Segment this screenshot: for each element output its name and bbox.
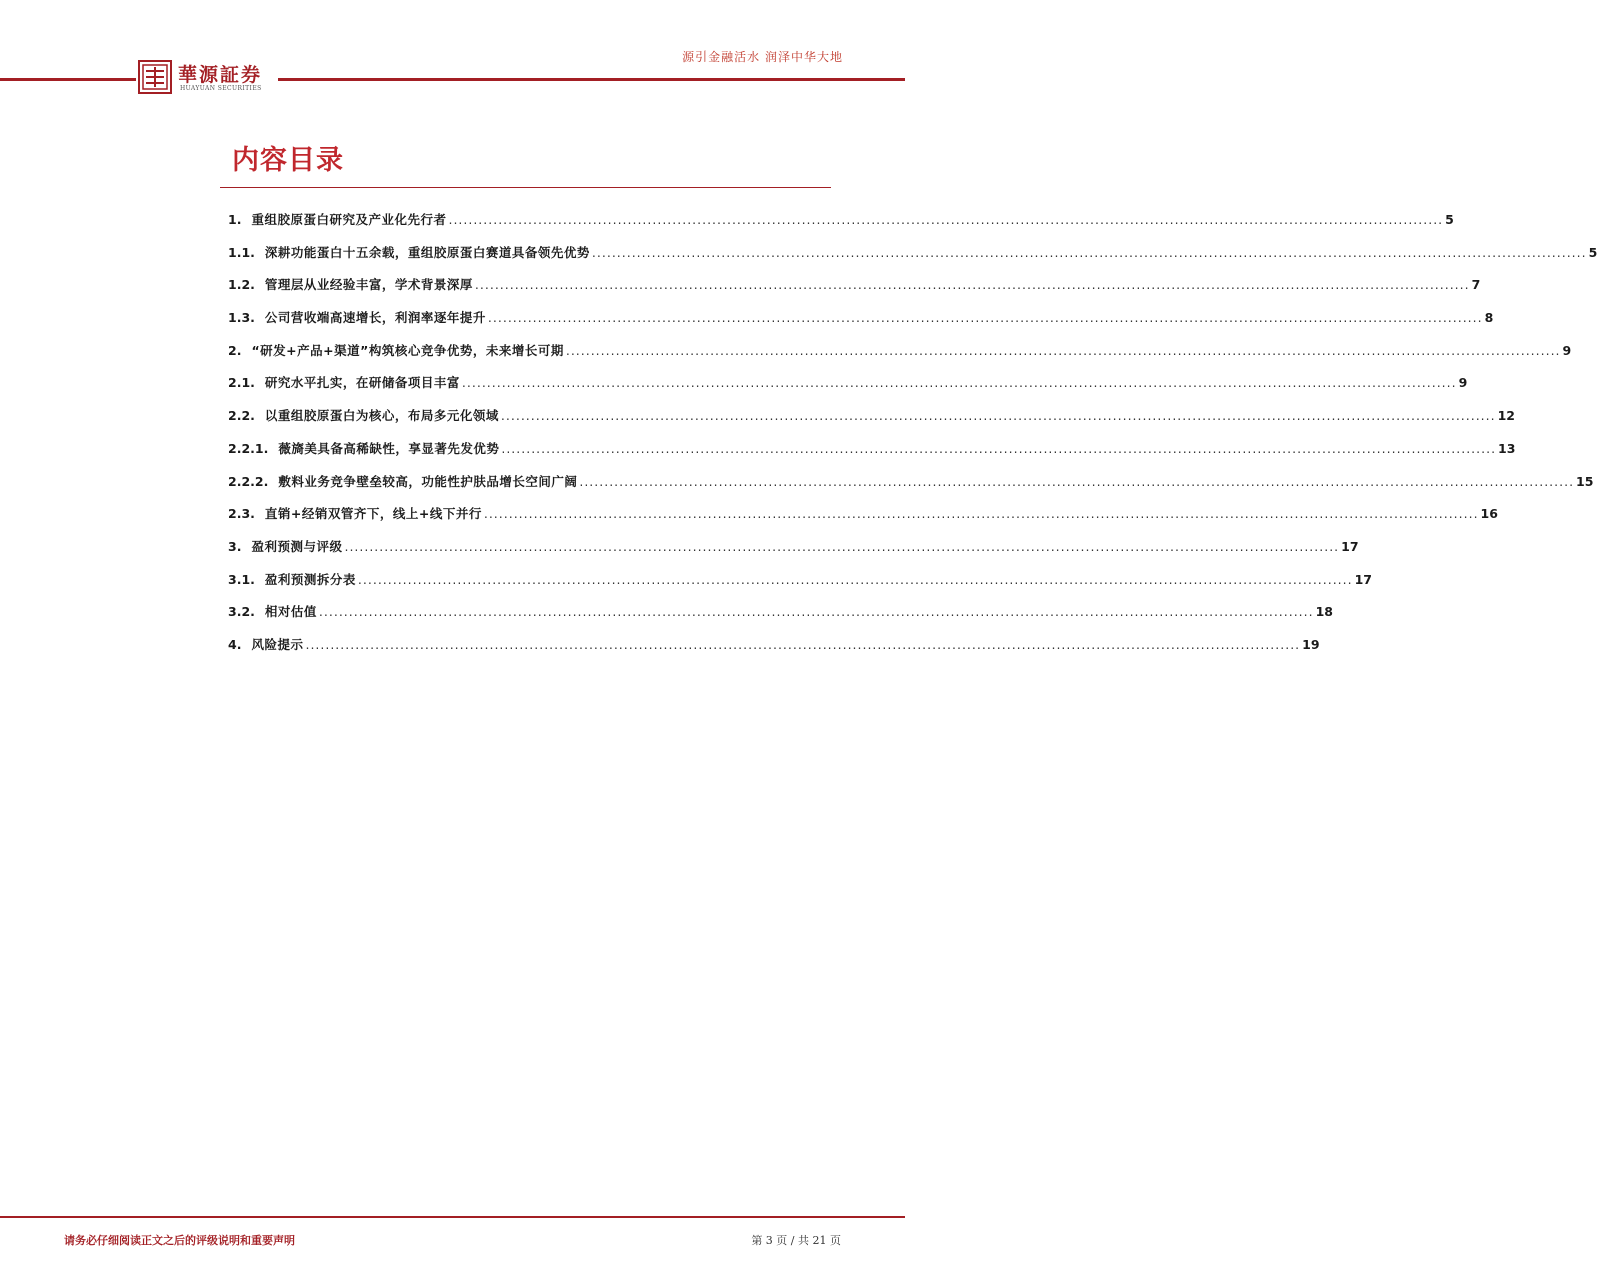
toc-entry-page: 16	[1480, 506, 1498, 522]
toc-entry-number: 2.	[228, 342, 242, 358]
toc-dot-leader: ........................................................................................................................................................................................................	[500, 408, 1496, 424]
toc-entry-title: 敷料业务竞争壁垒较高，功能性护肤品增长空间广阔	[278, 473, 578, 489]
toc-entry-title: 公司营收端高速增长，利润率逐年提升	[264, 310, 486, 326]
toc-entry-title: 薇旖美具备高稀缺性，享显著先发优势	[278, 440, 500, 456]
toc-entry[interactable]	[228, 439, 1516, 472]
toc-entry[interactable]	[228, 406, 1516, 439]
toc-entry-number: 1.3.	[228, 310, 255, 326]
toc-entry[interactable]	[228, 537, 1359, 570]
toc-entry-title: 深耕功能蛋白十五余载，重组胶原蛋白赛道具备领先优势	[264, 244, 590, 260]
toc-entry-page: 17	[1341, 538, 1359, 554]
toc-entry-title: 管理层从业经验丰富，学术背景深厚	[264, 277, 473, 293]
toc-entry-page: 9	[1562, 342, 1572, 358]
toc-entry[interactable]	[228, 373, 1468, 406]
toc-entry-title: 直销+经销双管齐下，线上+线下并行	[264, 506, 482, 522]
toc-entry-number: 2.2.1.	[228, 440, 269, 456]
toc-dot-leader: ........................................................................................................................................................................................................	[579, 473, 1575, 489]
toc-dot-leader: ........................................................................................................................................................................................................	[483, 506, 1479, 522]
toc-entry[interactable]	[228, 341, 1572, 374]
header-slogan: 源引金融活水 润泽中华大地	[682, 50, 843, 64]
toc-title: 内容目录	[232, 145, 344, 176]
seal-icon	[138, 60, 172, 94]
toc-entry-number: 2.1.	[228, 375, 255, 391]
toc-title-rule	[220, 187, 831, 188]
toc-dot-leader: ........................................................................................................................................................................................................	[591, 244, 1587, 260]
toc-entry-page: 19	[1302, 636, 1320, 652]
toc-entry[interactable]	[228, 243, 1597, 276]
toc-entry-page: 12	[1497, 408, 1516, 424]
company-logo	[136, 58, 278, 98]
toc-entry-page: 9	[1458, 375, 1468, 391]
toc-entry-number: 2.2.	[228, 408, 255, 424]
toc-entry-page: 8	[1484, 310, 1494, 326]
toc-dot-leader: ........................................................................................................................................................................................................	[461, 375, 1457, 391]
toc-dot-leader: ........................................................................................................................................................................................................	[344, 538, 1340, 554]
toc-entry[interactable]	[228, 504, 1498, 537]
toc-entry-title: 盈利预测拆分表	[264, 571, 356, 587]
page-counter: 第 3 页 / 共 21 页	[751, 1234, 841, 1247]
toc-dot-leader: ........................................................................................................................................................................................................	[305, 636, 1301, 652]
toc-entry-page: 17	[1354, 571, 1373, 587]
toc-dot-leader: ........................................................................................................................................................................................................	[318, 604, 1314, 620]
logo-name: 華源証券	[178, 64, 263, 86]
toc-entry-title: 风险提示	[251, 636, 304, 652]
toc-entry-number: 3.	[228, 538, 242, 554]
toc-entry-title: “研发+产品+渠道”构筑核心竞争优势，未来增长可期	[251, 342, 564, 358]
toc-entry-title: 研究水平扎实，在研储备项目丰富	[264, 375, 460, 391]
toc-entry-number: 1.	[228, 212, 242, 227]
toc-dot-leader: ........................................................................................................................................................................................................	[474, 277, 1470, 293]
toc-entry-title: 相对估值	[264, 604, 317, 620]
toc-entry[interactable]	[228, 308, 1494, 341]
toc-entry[interactable]	[228, 635, 1320, 668]
toc-entry[interactable]	[228, 210, 1454, 243]
footer-disclaimer: 请务必仔细阅读正文之后的评级说明和重要声明	[64, 1234, 295, 1247]
toc-entry-page: 7	[1471, 277, 1481, 293]
toc-list	[228, 210, 1597, 668]
toc-entry-page: 18	[1315, 604, 1334, 620]
toc-entry[interactable]	[228, 275, 1481, 308]
toc-entry-number: 2.2.2.	[228, 473, 269, 489]
toc-entry-page: 15	[1576, 473, 1594, 489]
toc-entry[interactable]	[228, 570, 1373, 603]
toc-entry-number: 2.3.	[228, 506, 255, 522]
toc-dot-leader: ........................................................................................................................................................................................................	[448, 212, 1444, 227]
toc-entry-title: 盈利预测与评级	[251, 538, 343, 554]
footer-rule	[0, 1216, 905, 1218]
toc-dot-leader: ........................................................................................................................................................................................................	[357, 571, 1353, 587]
toc-entry-number: 4.	[228, 636, 242, 652]
toc-entry[interactable]	[228, 472, 1594, 505]
toc-entry-title: 重组胶原蛋白研究及产业化先行者	[251, 212, 447, 227]
toc-entry-page: 5	[1445, 212, 1454, 227]
toc-entry-number: 1.2.	[228, 277, 255, 293]
toc-dot-leader: ........................................................................................................................................................................................................	[487, 310, 1483, 326]
toc-dot-leader: ........................................................................................................................................................................................................	[565, 342, 1561, 358]
toc-dot-leader: ........................................................................................................................................................................................................	[501, 440, 1497, 456]
toc-entry-title: 以重组胶原蛋白为核心，布局多元化领域	[264, 408, 499, 424]
toc-entry-page: 5	[1588, 244, 1597, 260]
logo-english-name: HUAYUAN SECURITIES	[180, 85, 262, 92]
toc-entry[interactable]	[228, 602, 1334, 635]
toc-entry-number: 1.1.	[228, 244, 255, 260]
toc-entry-number: 3.1.	[228, 571, 255, 587]
toc-entry-page: 13	[1498, 440, 1516, 456]
toc-entry-number: 3.2.	[228, 604, 255, 620]
